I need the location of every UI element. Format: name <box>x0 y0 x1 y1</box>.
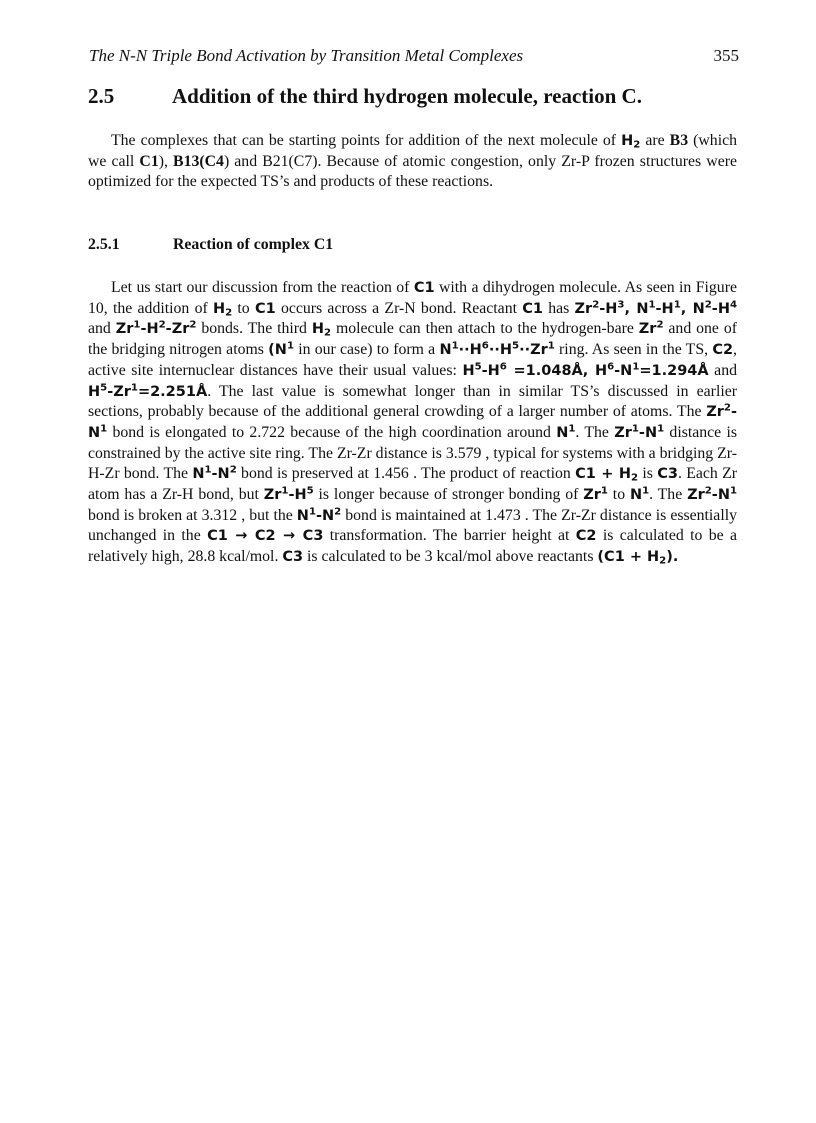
subsection-number: 2.5.1 <box>88 236 120 253</box>
subsection-title: Reaction of complex C1 <box>173 236 334 253</box>
section-title: Addition of the third hydrogen molecule, reaction C. <box>172 84 642 108</box>
page-number: 355 <box>713 46 739 65</box>
section-number: 2.5 <box>88 84 115 108</box>
paragraph-intro: The complexes that can be starting points for addition of the next molecule of $H_2$ are B3 (which we call C1), B13(C4) and B21(C7). Because of atomic congestion, only Zr-P frozen structures were optimized for the expected TS’s and products of these reactions. <box>88 132 737 191</box>
running-head <box>89 46 739 70</box>
running-title: The N-N Triple Bond Activation by Transition Metal Complexes <box>89 46 524 65</box>
paragraph-reaction-c1: Let us start our discussion from the reaction of C1 with a dihydrogen molecule. As seen in Figure 10, the addition of $H_2$ to C1 occurs across a Zr-N bond. Reactant C1 has $Zr^2-H^3$, $N^1-H^1$, $N^2-H^4$ and $Zr^1-H^2-Zr^2$ bonds. The third $H_2$ molecule can then attach to the hydrogen-bare Zr$^2$ and one of the bridging nitrogen atoms ($N^1$ in our case) to form a $N^1\cdot\cdot H^6\cdot\cdot H^5\cdot\cdot Zr^1$ ring. As seen in the TS, C2, active site internuclear distances have their usual values: $H^5-H^6$ =1.048Å, $H^6-N^1=1.294Å$ and $H^5-Zr^1=2.251Å$. The last value is somewhat longer than in similar TS’s discussed in earlier sections, probably because of the additional general crowding of a larger number of atoms. The $Zr^2-N^1$ bond is elongated to 2.722 because of the high coordination around $N^1$. The $Zr^1-N^1$ distance is constrained by the active site ring. The Zr-Zr distance is 3.579 , typical for systems with a bridging Zr-H-Zr bond. The $N^1-N^2$ bond is preserved at 1.456 . The product of reaction $C1 + H_2$ is C3. Each Zr atom has a Zr-H bond, but $Zr^1-H^5$ is longer because of stronger bonding of Zr$^1$ to $N^1$. The $Zr^2-N^1$ bond is broken at 3.312 , but the $N^1-N^2$ bond is maintained at 1.473 . The Zr-Zr distance is essentially unchanged in the C1 → C2 → C3 transformation. The barrier height at C2 is calculated to be a relatively high, 28.8 kcal/mol. C3 is calculated to be 3 kcal/mol above reactants $(C1 + H_2)$. <box>88 279 738 567</box>
